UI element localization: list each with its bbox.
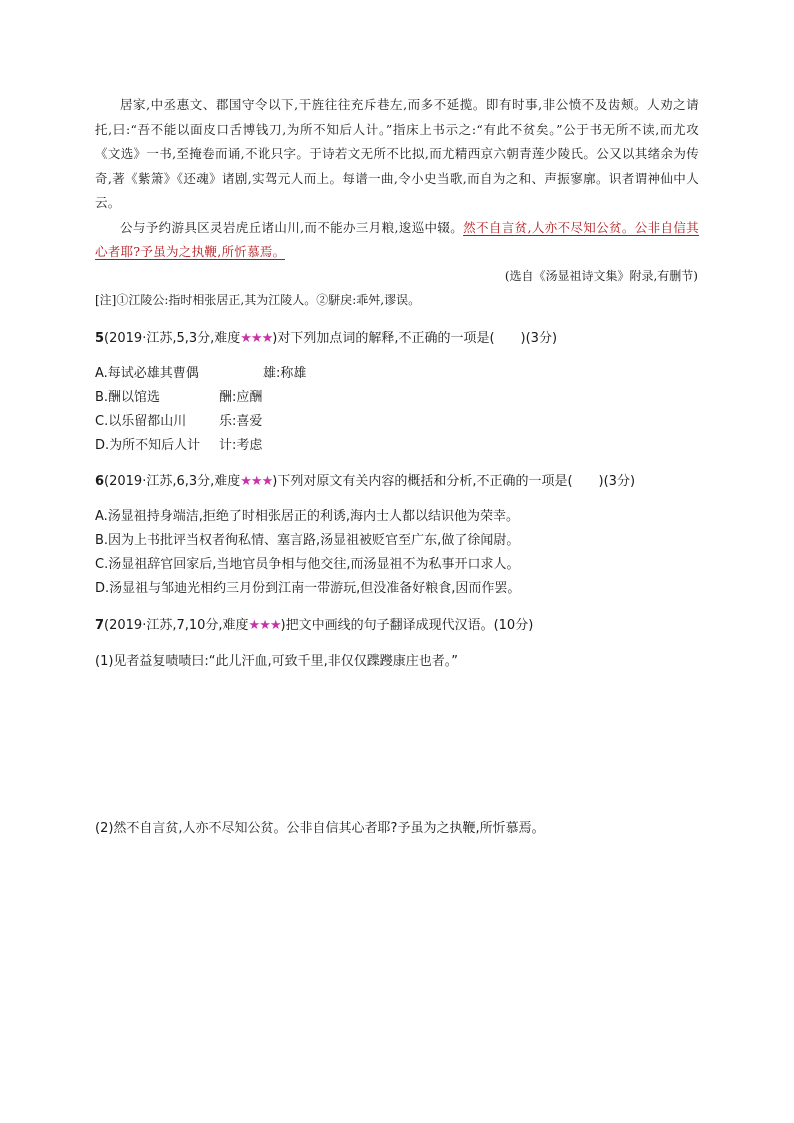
question-number: 5: [95, 331, 105, 346]
question-6-option-b[interactable]: B.因为上书批评当权者徇私情、塞言路,汤显祖被贬官至广东,做了徐闻尉。: [95, 533, 520, 548]
passage-paragraph-2: [95, 216, 699, 265]
question-7-part-1: (1)见者益复啧啧曰:“此儿汗血,可致千里,非仅仅蹀躞康庄也者。”: [95, 654, 459, 669]
question-source: (2019·江苏,5,3分,难度: [104, 331, 241, 346]
question-text: )对下列加点词的解释,不正确的一项是( )(3分): [272, 331, 558, 346]
question-source: (2019·江苏,6,3分,难度: [104, 474, 241, 489]
question-5-option-a[interactable]: [95, 364, 307, 384]
question-5-option-d[interactable]: [95, 436, 263, 456]
option-text: B.酬以馆选: [95, 390, 161, 405]
question-6-option-c[interactable]: C.汤显祖辞官回家后,当地官员争相与他交往,而汤显祖不为私事开口求人。: [95, 557, 520, 572]
question-6-option-d[interactable]: D.汤显祖与邹迪光相约三月份到江南一带游玩,但没准备好粮食,因而作罢。: [95, 581, 521, 596]
passage-paragraph-1: 居家,中丞惠文、郡国守令以下,干旌往往充斥巷左,而多不延揽。即有时事,非公愤不及齿颊。人劝之请托,曰:“吾不能以面皮口舌博钱刀,为所不知后人计。”指床上书示之:“有此不贫矣。”公于书无所不读,而尤攻《文选》一书,至掩卷而诵,不讹只字。于诗若文无所不比拟,而尤精西京六朝青莲少陵氏。公又以其绪余为传奇,著《紫箫》《还魂》诸剧,实驾元人而上。每谱一曲,令小史当歌,而自为之和、声振寥廓。识者谓神仙中人云。: [95, 97, 699, 210]
option-text: C.以乐留都山川: [95, 414, 187, 429]
question-5-stem: [95, 329, 715, 349]
difficulty-stars-icon: ★★★: [248, 618, 281, 633]
question-5-option-c[interactable]: [95, 412, 263, 432]
question-text: )把文中画线的句子翻译成现代汉语。(10分): [280, 618, 534, 633]
question-7-part-2: (2)然不自言贫,人亦不尽知公贫。公非自信其心者耶?予虽为之执鞭,所忻慕焉。: [95, 821, 545, 836]
question-number: 6: [95, 474, 105, 489]
question-number: 7: [95, 618, 105, 633]
difficulty-stars-icon: ★★★: [240, 474, 273, 489]
source-citation: (选自《汤显祖诗文集》附录,有删节): [504, 269, 698, 283]
question-6-option-a[interactable]: A.汤显祖持身端洁,拒绝了时相张居正的利诱,海内士人都以结识他为荣幸。: [95, 509, 520, 524]
question-5-option-b[interactable]: [95, 388, 263, 408]
underlined-sentence: 然不自言贫,人亦不尽知公贫。公非自信其心者耶?予虽为之执鞭,所忻慕焉。: [95, 219, 699, 259]
question-text: )下列对原文有关内容的概括和分析,不正确的一项是( )(3分): [272, 474, 636, 489]
difficulty-stars-icon: ★★★: [240, 331, 273, 346]
passage-paragraph-2-text: 公与予约游具区灵岩虎丘诸山川,而不能办三月粮,逡巡中辍。: [120, 219, 464, 235]
option-text: D.为所不知后人计: [95, 438, 201, 453]
passage: [95, 93, 699, 265]
option-text: A.每试必雄其曹偶: [95, 366, 199, 381]
footnote: [注]①江陵公:指时相张居正,其为江陵人。②駢戾:乖舛,谬误。: [95, 293, 421, 307]
option-gloss: 雄:称雄: [263, 366, 307, 381]
option-gloss: 乐:喜爱: [219, 414, 263, 429]
option-gloss: 计:考虑: [219, 438, 263, 453]
question-6-stem: [95, 472, 715, 492]
question-7-stem: [95, 616, 715, 636]
question-source: (2019·江苏,7,10分,难度: [104, 618, 249, 633]
option-gloss: 酬:应酬: [219, 390, 263, 405]
